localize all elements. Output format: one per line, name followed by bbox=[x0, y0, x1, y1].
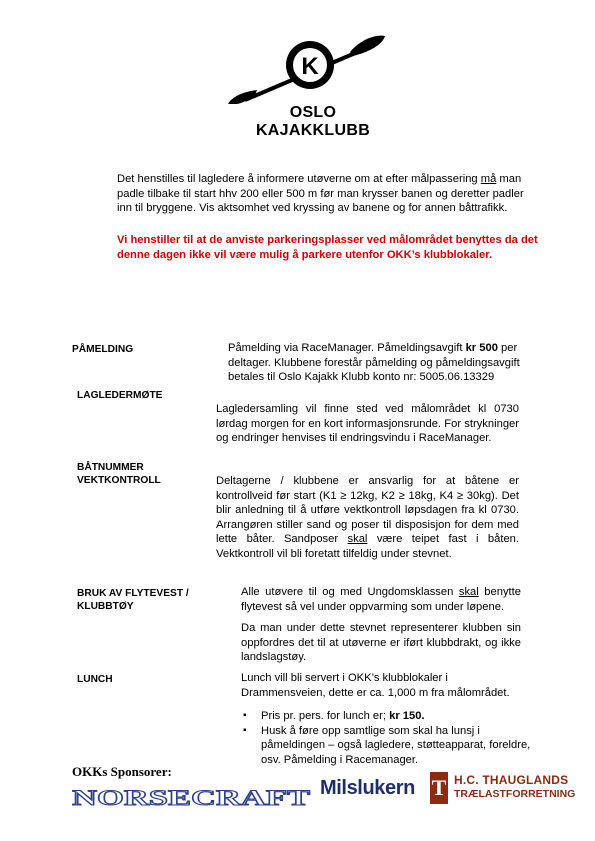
pamelding-text: Påmelding via RaceManager. Påmeldingsavgift kr 500 per deltager. Klubbene forestår påmelding og påmeldingsavgift betales til Oslo Kajakk Klubb konto nr: 5005.06.13329 bbox=[228, 342, 520, 384]
thaugland-mark-icon: T bbox=[430, 772, 448, 804]
milslukern-logo: Milslukern bbox=[320, 777, 415, 799]
thaugland-line-2: TRÆLASTFORRETNING bbox=[454, 788, 576, 800]
batnummer-text: Deltagerne / klubbene er ansvarlig for at båtene er kontrollveid før start (K1 ≥ 12kg, K2 ≥ 18kg, K4 ≥ 30kg). Det blir anledning til å utføre vektkontroll løpsdagen fra kl 0730. Arrangøren stiller sand og poser til disposisjon for dem med lette båter. Sandposer skal være teipet fast i båten. Vektkontroll vil bli foretatt tilfeldig under stevnet. bbox=[216, 475, 519, 560]
label-lagledermote: LAGLEDERMØTE bbox=[77, 390, 163, 401]
intro-paragraph: Det henstilles til lagledere å informere utøverne om at efter målpassering må man padle tilbake til start hhv 200 eller 500 m før man krysser banen og deretter padler inn til bryggene. Vis aktsomhet ved kryssing av banene og for annen båttrafikk. bbox=[117, 173, 524, 215]
norsecraft-wordmark: NORSECRAFT bbox=[72, 785, 311, 810]
flytevest-paragraph-1: Alle utøvere til og med Ungdomsklassen skal benytte flytevest så vel under oppvarming som under løpene. bbox=[241, 586, 521, 613]
label-pamelding: PÅMELDING bbox=[72, 344, 134, 355]
list-item: ▪ Pris pr. pers. for lunch er; kr 150. bbox=[241, 709, 531, 724]
kayak-paddle-logo-icon bbox=[225, 22, 395, 104]
list-item: ▪ Husk å føre opp samtlige som skal ha lunsj i påmeldingen – også lagledere, støtteapparat, foreldre, osv. Påmelding i Racemanager. bbox=[241, 724, 531, 768]
parking-warning: Vi henstiller til at de anviste parkeringsplasser ved målområdet benyttes da det denne dagen ikke vil være mulig å parkere utenfor OKK’s klubblokaler. bbox=[117, 234, 538, 261]
lunch-list bbox=[241, 709, 531, 767]
sponsors-title: OKKs Sponsorer: bbox=[72, 764, 172, 779]
thaugland-line-1: H.C. THAUGLANDS bbox=[454, 773, 569, 787]
label-lunch: LUNCH bbox=[77, 674, 113, 685]
club-name: OSLO KAJAKKLUBB bbox=[255, 104, 371, 139]
flytevest-paragraph-2: Da man under dette stevnet representerer klubben sin oppfordres det til at utøverne er iført klubbdrakt, og ikke landslagstøy. bbox=[241, 622, 521, 664]
lagledermote-text: Lagledersamling vil finne sted ved målområdet kl 0730 lørdag morgen for en kort informasjonsrunde. For strykninger og endringer henvises til endringsvindu i RaceManager. bbox=[216, 403, 519, 445]
thaugland-logo bbox=[430, 772, 580, 806]
norsecraft-logo bbox=[72, 784, 312, 810]
label-flytevest: BRUK AV FLYTEVEST / KLUBBTØY bbox=[77, 588, 189, 612]
label-batnummer: BÅTNUMMER VEKTKONTROLL bbox=[77, 462, 161, 486]
logo-letter: K bbox=[301, 53, 319, 80]
lunch-text: Lunch vill bli servert i OKK’s klubblokaler i Drammensveien, dette er ca. 1,000 m fra målområdet. bbox=[241, 672, 510, 699]
club-logo bbox=[225, 22, 395, 104]
